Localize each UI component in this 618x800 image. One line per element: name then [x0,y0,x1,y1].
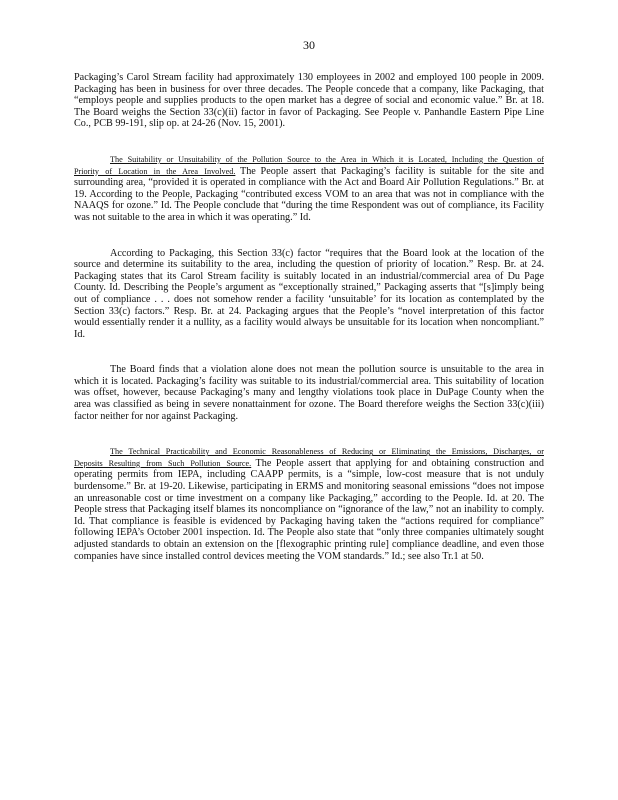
paragraph-3 [74,248,544,341]
paragraph-4 [74,364,544,422]
paragraph-text: The People assert that Packaging’s facility is suitable for the site and surrounding area, “provided it is operated in compliance with the Act and Board Air Pollution Regulations.” Br. at 19. According to the People, Packaging “contributed excess VOM to an area that was not in compliance with the NAAQS for ozone.” Id. The People conclude that “during the time Respondent was out of compliance, its Facility was not suitable to the area in which it was operating.” Id. [74,165,544,223]
paragraph-text: Packaging’s Carol Stream facility had approximately 130 employees in 2002 and employed 100 people in 2009. Packaging has been in business for over three decades. The People concede that a company, like Packaging, that “employs people and supplies products to the open market has a degree of social and economic value.” Br. at 18. The Board weighs the Section 33(c)(ii) factor in favor of Packaging. See People v. Panhandle Eastern Pipe Line Co., PCB 99-191, slip op. at 24-26 (Nov. 15, 2001). [74,72,544,130]
section-heading: The Technical Practicability and Economic Reasonableness of Reducing or Eliminating the Emissions, Discharges, or Deposits Resulting from Such Pollution Source. [74,447,544,468]
paragraph-5 [74,446,544,562]
paragraph-1 [74,72,544,130]
paragraph-2 [74,154,544,224]
page-number: 30 [303,38,315,52]
paragraph-text: According to Packaging, this Section 33(c) factor “requires that the Board look at the location of the source and determine its suitability to the area, including the question of priority of location.” Resp. Br. at 24. Packaging states that its Carol Stream facility is suitably located in an industrial/commercial area of Du Page County. Id. Describing the People’s argument as “exceptionally strained,” Packaging asserts that “[s]imply being out of compliance . . . does not somehow render a facility ‘unsuitable’ for its location as contemplated by the Section 33(c) factors.” Resp. Br. at 24. Packaging argues that the People’s “novel interpretation of this factor would essentially render it a nullity, as a facility would always be unsuitable for its location when noncompliant.” Id. [74,247,544,340]
section-heading: The Suitability or Unsuitability of the Pollution Source to the Area in Which it is Located, Including the Question of Priority of Location in the Area Involved. [74,154,544,176]
document-body [74,72,544,586]
paragraph-text: The People assert that applying for and obtaining construction and operating permits from IEPA, including CAAPP permits, is a “simple, low-cost measure that is not unduly burdensome.” Br. at 19-20. Likewise, participating in ERMS and monitoring seasonal emissions “does not impose an unreasonable cost or time investment on a company like Packaging,” according to the People. Id. at 20. The People stress that Packaging itself blames its noncompliance on “ignorance of the law,” not an inability to comply. Id. That compliance is feasible is evidenced by Packaging having taken the “actions required for compliance” following IEPA’s October 2001 inspection. Id. The People also state that “only three companies ultimately sought adjusted standards to obtain an extension on the [flexographic printing rule] compliance deadline, and even those companies have since installed control devices meeting the VOM standards.” Id.; see also Tr.1 at 50. [74,457,544,562]
paragraph-text: The Board finds that a violation alone does not mean the pollution source is unsuitable to the area in which it is located. Packaging’s facility was suitable to its industrial/commercial area. This suitability of location was offset, however, because Packaging’s many and lengthy violations took place in DuPage County when the area was classified as being in severe nonattainment for ozone. The Board therefore weighs the Section 33(c)(iii) factor neither for nor against Packaging. [74,364,544,422]
